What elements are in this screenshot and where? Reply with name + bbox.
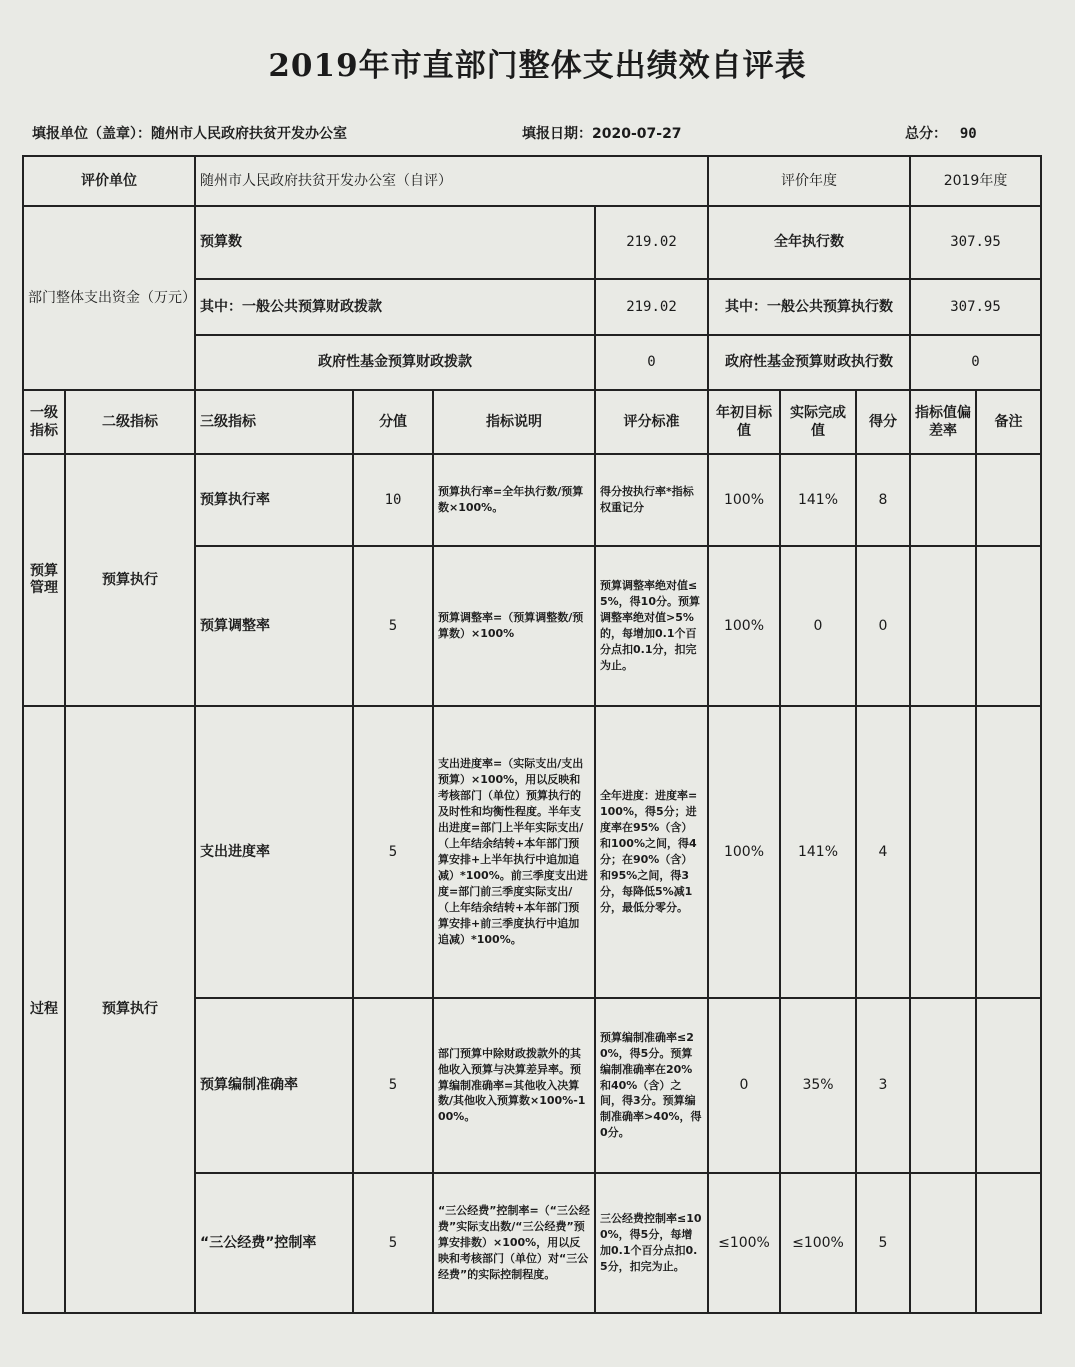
- row-criteria: 全年进度：进度率=100%，得5分；进度率在95%（含）和100%之间，得4分；在90%（含）和95%之间，得3分，每降低5%减1分，最低分零分。: [595, 706, 708, 998]
- general-exec-value: 307.95: [910, 279, 1041, 335]
- col-level3: 三级指标: [195, 390, 353, 454]
- general-budget-value: 219.02: [595, 279, 708, 335]
- row-note: [976, 1173, 1041, 1313]
- eval-unit-row: [23, 156, 1041, 206]
- row-actual: ≤100%: [780, 1173, 856, 1313]
- group-level2: 预算执行: [65, 454, 195, 706]
- eval-year-value: 2019年度: [910, 156, 1041, 206]
- budget-row: [23, 206, 1041, 279]
- row-target: 100%: [708, 706, 780, 998]
- col-criteria: 评分标准: [595, 390, 708, 454]
- row-deviation: [910, 1173, 976, 1313]
- budget-value: 219.02: [595, 206, 708, 279]
- row-note: [976, 706, 1041, 998]
- col-actual: 实际完成值: [780, 390, 856, 454]
- row-deviation: [910, 546, 976, 706]
- row-got: 5: [856, 1173, 910, 1313]
- row-desc: 部门预算中除财政拨款外的其他收入预算与决算差异率。预算编制准确率=其他收入决算数/其他收入预算数×100%-100%。: [433, 998, 595, 1173]
- row-target: 100%: [708, 454, 780, 546]
- row-level3: 支出进度率: [195, 706, 353, 998]
- row-note: [976, 454, 1041, 546]
- reporting-date: 填报日期：2020-07-27: [522, 126, 682, 142]
- row-desc: 预算调整率=（预算调整数/预算数）×100%: [433, 546, 595, 706]
- row-target: 100%: [708, 546, 780, 706]
- row-actual: 141%: [780, 454, 856, 546]
- row-score: 5: [353, 546, 433, 706]
- general-budget-label: 其中：一般公共预算财政拨款: [195, 279, 595, 335]
- budget-label: 预算数: [195, 206, 595, 279]
- row-deviation: [910, 706, 976, 998]
- row-level3: 预算编制准确率: [195, 998, 353, 1173]
- column-header-row: [23, 390, 1041, 454]
- funds-label: 部门整体支出资金（万元）: [23, 206, 195, 390]
- row-deviation: [910, 454, 976, 546]
- row-score: 5: [353, 706, 433, 998]
- row-target: ≤100%: [708, 1173, 780, 1313]
- exec-label: 全年执行数: [708, 206, 910, 279]
- row-score: 5: [353, 998, 433, 1173]
- col-desc: 指标说明: [433, 390, 595, 454]
- row-level3: “三公经费”控制率: [195, 1173, 353, 1313]
- fund-exec-value: 0: [910, 335, 1041, 390]
- row-actual: 35%: [780, 998, 856, 1173]
- row-got: 3: [856, 998, 910, 1173]
- row-note: [976, 998, 1041, 1173]
- row-actual: 0: [780, 546, 856, 706]
- row-deviation: [910, 998, 976, 1173]
- col-level2: 二级指标: [65, 390, 195, 454]
- row-got: 4: [856, 706, 910, 998]
- fund-budget-value: 0: [595, 335, 708, 390]
- row-got: 0: [856, 546, 910, 706]
- evaluation-table: [22, 155, 1042, 1314]
- general-exec-label: 其中：一般公共预算执行数: [708, 279, 910, 335]
- eval-unit-value: 随州市人民政府扶贫开发办公室（自评）: [195, 156, 708, 206]
- eval-unit-label: 评价单位: [23, 156, 195, 206]
- exec-value: 307.95: [910, 206, 1041, 279]
- row-criteria: 预算编制准确率≤20%，得5分。预算编制准确率在20%和40%（含）之间，得3分。预算编制准确率>40%，得0分。: [595, 998, 708, 1173]
- group-level2: 预算执行: [65, 706, 195, 1313]
- total-score-value: 90: [959, 126, 977, 142]
- total-score-label: 总分：: [905, 126, 947, 142]
- row-target: 0: [708, 998, 780, 1173]
- total-score: [905, 123, 977, 143]
- row-score: 5: [353, 1173, 433, 1313]
- row-desc: 预算执行率=全年执行数/预算数×100%。: [433, 454, 595, 546]
- row-criteria: 得分按执行率*指标权重记分: [595, 454, 708, 546]
- group-level1: 预算管理: [23, 454, 65, 706]
- row-level3: 预算调整率: [195, 546, 353, 706]
- row-note: [976, 546, 1041, 706]
- col-deviation: 指标值偏差率: [910, 390, 976, 454]
- table-row: [23, 706, 1041, 998]
- table-row: [23, 454, 1041, 546]
- fund-exec-label: 政府性基金预算财政执行数: [708, 335, 910, 390]
- row-criteria: 预算调整率绝对值≤5%，得10分。预算调整率绝对值>5%的，每增加0.1个百分点扣0.1分，扣完为止。: [595, 546, 708, 706]
- col-note: 备注: [976, 390, 1041, 454]
- group-level1: 过程: [23, 706, 65, 1313]
- col-target: 年初目标值: [708, 390, 780, 454]
- reporting-unit: 填报单位（盖章）：随州市人民政府扶贫开发办公室: [32, 126, 347, 142]
- row-actual: 141%: [780, 706, 856, 998]
- row-criteria: 三公经费控制率≤100%，得5分，每增加0.1个百分点扣0.5分，扣完为止。: [595, 1173, 708, 1313]
- col-got: 得分: [856, 390, 910, 454]
- col-level1: 一级指标: [23, 390, 65, 454]
- row-got: 8: [856, 454, 910, 546]
- eval-year-label: 评价年度: [708, 156, 910, 206]
- row-desc: “三公经费”控制率=（“三公经费”实际支出数/“三公经费”预算安排数）×100%，用以反映和考核部门（单位）对“三公经费”的实际控制程度。: [433, 1173, 595, 1313]
- row-desc: 支出进度率=（实际支出/支出预算）×100%，用以反映和考核部门（单位）预算执行的及时性和均衡性程度。半年支出进度=部门上半年实际支出/（上年结余结转+本年部门预算安排+上半年执行中追加追减）*100%。前三季度支出进度=部门前三季度实际支出/（上年结余结转+本年部门预算安排+前三季度执行中追加追减）*100%。: [433, 706, 595, 998]
- col-score: 分值: [353, 390, 433, 454]
- row-level3: 预算执行率: [195, 454, 353, 546]
- row-score: 10: [353, 454, 433, 546]
- page-title: 2019年市直部门整体支出绩效自评表: [268, 48, 807, 84]
- fund-budget-label: 政府性基金预算财政拨款: [195, 335, 595, 390]
